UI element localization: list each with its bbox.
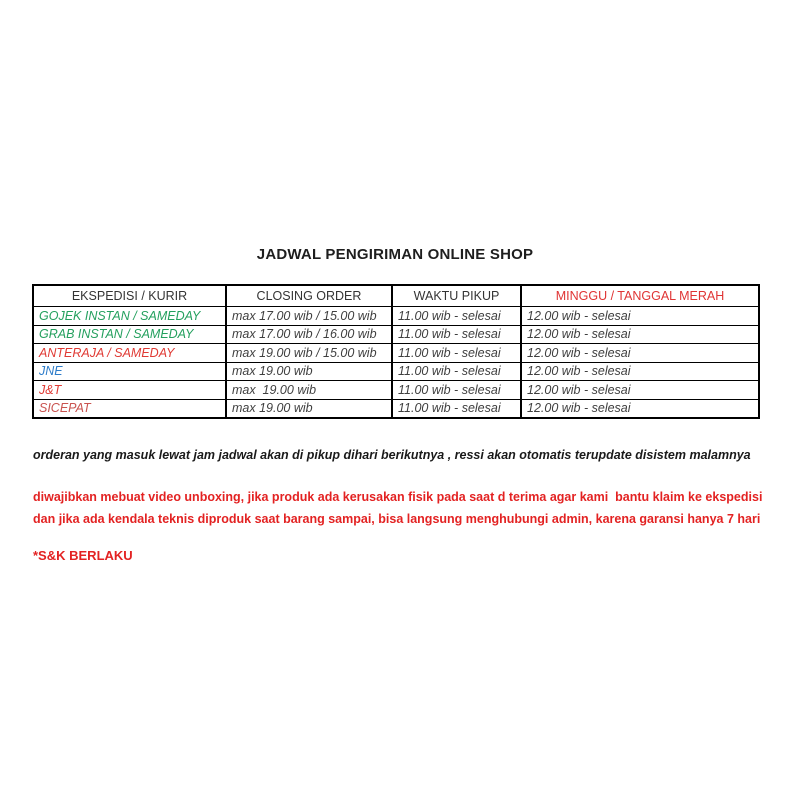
minggu-value: 12.00 wib - selesai bbox=[521, 362, 759, 381]
header-minggu-tanggal-merah: MINGGU / TANGGAL MERAH bbox=[521, 285, 759, 307]
waktu-pikup-value: 11.00 wib - selesai bbox=[392, 362, 521, 381]
table-row-gojek bbox=[33, 307, 759, 326]
courier-name: J&T bbox=[33, 381, 226, 400]
closing-order-value: max 19.00 wib bbox=[226, 362, 392, 381]
header-ekspedisi-kurir: EKSPEDISI / KURIR bbox=[71, 289, 188, 303]
schedule-note: orderan yang masuk lewat jam jadwal akan di pikup dihari berikutnya , ressi akan otomatis terupdate disistem malamnya bbox=[33, 448, 751, 462]
waktu-pikup-value: 11.00 wib - selesai bbox=[392, 325, 521, 344]
waktu-pikup-value: 11.00 wib - selesai bbox=[392, 381, 521, 400]
table-row-grab bbox=[33, 325, 759, 344]
courier-name: GRAB INSTAN / SAMEDAY bbox=[33, 325, 226, 344]
page-title: JADWAL PENGIRIMAN ONLINE SHOP bbox=[256, 246, 534, 263]
table-row-anteraja bbox=[33, 344, 759, 363]
closing-order-value: max 17.00 wib / 16.00 wib bbox=[226, 325, 392, 344]
terms-note: *S&K BERLAKU bbox=[33, 548, 133, 563]
minggu-value: 12.00 wib - selesai bbox=[521, 381, 759, 400]
closing-order-value: max 17.00 wib / 15.00 wib bbox=[226, 307, 392, 326]
table-header-row bbox=[33, 285, 759, 307]
minggu-value: 12.00 wib - selesai bbox=[521, 307, 759, 326]
waktu-pikup-value: 11.00 wib - selesai bbox=[392, 307, 521, 326]
header-closing-order: CLOSING ORDER bbox=[226, 285, 392, 307]
closing-order-value: max 19.00 wib / 15.00 wib bbox=[226, 344, 392, 363]
courier-name: ANTERAJA / SAMEDAY bbox=[33, 344, 226, 363]
courier-name: SICEPAT bbox=[33, 399, 226, 418]
waktu-pikup-value: 11.00 wib - selesai bbox=[392, 344, 521, 363]
table-row-sicepat bbox=[33, 399, 759, 418]
waktu-pikup-value: 11.00 wib - selesai bbox=[392, 399, 521, 418]
minggu-value: 12.00 wib - selesai bbox=[521, 344, 759, 363]
warranty-note bbox=[33, 486, 801, 530]
warranty-note-line1: diwajibkan mebuat video unboxing, jika produk ada kerusakan fisik pada saat d terima agar kami bantu klaim ke ekspedisi bbox=[33, 490, 763, 504]
closing-order-value: max 19.00 wib bbox=[226, 381, 392, 400]
header-waktu-pikup: WAKTU PIKUP bbox=[392, 285, 521, 307]
courier-name: GOJEK INSTAN / SAMEDAY bbox=[33, 307, 226, 326]
closing-order-value: max 19.00 wib bbox=[226, 399, 392, 418]
table-row-jne bbox=[33, 362, 759, 381]
table-row-jnt bbox=[33, 381, 759, 400]
minggu-value: 12.00 wib - selesai bbox=[521, 399, 759, 418]
warranty-note-line2: dan jika ada kendala teknis diproduk saat barang sampai, bisa langsung menghubungi admin, karena garansi hanya 7 hari bbox=[33, 512, 761, 526]
courier-name: JNE bbox=[33, 362, 226, 381]
minggu-value: 12.00 wib - selesai bbox=[521, 325, 759, 344]
shipping-schedule-table bbox=[32, 284, 760, 419]
